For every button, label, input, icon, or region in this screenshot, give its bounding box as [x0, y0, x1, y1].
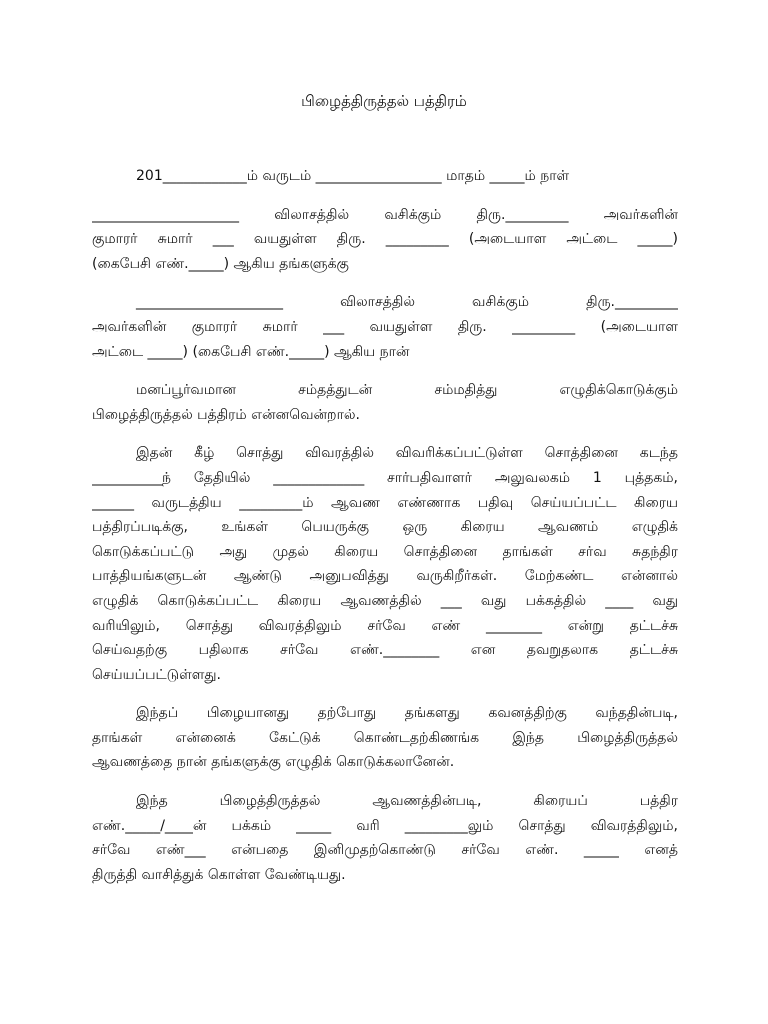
text-line: பாத்தியங்களுடன் ஆண்டு அனுபவித்து வருகிறீர்கள். மேற்கண்ட என்னால் [92, 568, 678, 585]
paragraph-executant [92, 290, 678, 364]
text-line: _____________________ விலாசத்தில் வசிக்கும் திரு._________ [136, 294, 678, 311]
text-line: இந்த பிழைத்திருத்தல் ஆவணத்தின்படி, கிரையப் பத்திர [136, 793, 678, 810]
text-line: அவர்களின் குமாரர் சுமார் ___ வயதுள்ள திரு. _________ (அடையாள [92, 318, 678, 335]
paragraph-recipient [92, 203, 678, 277]
paragraph-property-details [92, 441, 678, 687]
text-line: சர்வே எண்___ என்பதை இனிமுதற்கொண்டு சர்வே எண். _____ எனத் [92, 842, 678, 859]
text-line: பத்திரப்படிக்கு, உங்கள் பெயருக்கு ஒரு கிரைய ஆவணம் எழுதிக் [92, 519, 678, 536]
text-line: (கைபேசி எண்._____) ஆகிய தங்களுக்கு [92, 255, 349, 272]
document-title: பிழைத்திருத்தல் பத்திரம் [301, 92, 467, 110]
text-line: _____________________ விலாசத்தில் வசிக்கும் திரு._________ அவர்களின் [92, 206, 678, 223]
text-line: இதன் கீழ் சொத்து விவரத்தில் விவரிக்கப்பட்டுள்ள சொத்தினை கடந்த [136, 445, 678, 462]
text-line: மனப்பூர்வமான சம்தத்துடன் சம்மதித்து எழுதிக்கொடுக்கும் [136, 382, 678, 399]
text-line: __________ந் தேதியில் _____________ சார்பதிவாளர் அலுவலகம் 1 புத்தகம், [92, 469, 678, 486]
text-line: திருத்தி வாசித்துக் கொள்ள வேண்டியது. [92, 866, 346, 883]
text-line: கொடுக்கப்பட்டு அது முதல் கிரைய சொத்தினை தாங்கள் சர்வ சுதந்திர [92, 543, 678, 560]
text-line: அட்டை _____) (கைபேசி எண்._____) ஆகிய நான் [92, 343, 410, 360]
text-line: எழுதிக் கொடுக்கப்பட்ட கிரைய ஆவணத்தில் ___ வது பக்கத்தில் ____ வது [92, 592, 678, 609]
paragraph-correction [92, 789, 678, 887]
paragraph-consent [92, 378, 678, 427]
text-line: தாங்கள் என்னைக் கேட்டுக் கொண்டதற்கிணங்க இந்த பிழைத்திருத்தல் [92, 729, 678, 746]
text-line: எண்._____/____ன் பக்கம் _____ வரி _________லும் சொத்து விவரத்திலும், [92, 817, 678, 834]
paragraph-error-notice [92, 701, 678, 775]
text-line: இந்தப் பிழையானது தற்போது தங்களது கவனத்திற்கு வந்ததின்படி, [136, 705, 678, 722]
text-line: வரியிலும், சொத்து விவரத்திலும் சர்வே எண் ________ என்று தட்டச்சு [92, 617, 678, 634]
text-line: ஆவணத்தை நான் தங்களுக்கு எழுதிக் கொடுக்கலானேன். [92, 754, 455, 771]
text-line: குமாரர் சுமார் ___ வயதுள்ள திரு. _________ (அடையாள அட்டை _____) [92, 231, 678, 248]
document-body [92, 164, 678, 901]
date-line: 201____________ம் வருடம் __________________ மாதம் _____ம் நாள் [136, 168, 570, 184]
text-line: ______ வருடத்திய _________ம் ஆவண எண்ணாக பதிவு செய்யப்பட்ட கிரைய [92, 494, 678, 511]
text-line: செய்வதற்கு பதிலாக சர்வே எண்.________ என தவறுதலாக தட்டச்சு [92, 642, 678, 659]
text-line: பிழைத்திருத்தல் பத்திரம் என்னவென்றால். [92, 406, 360, 423]
text-line: செய்யப்பட்டுள்ளது. [92, 666, 221, 683]
